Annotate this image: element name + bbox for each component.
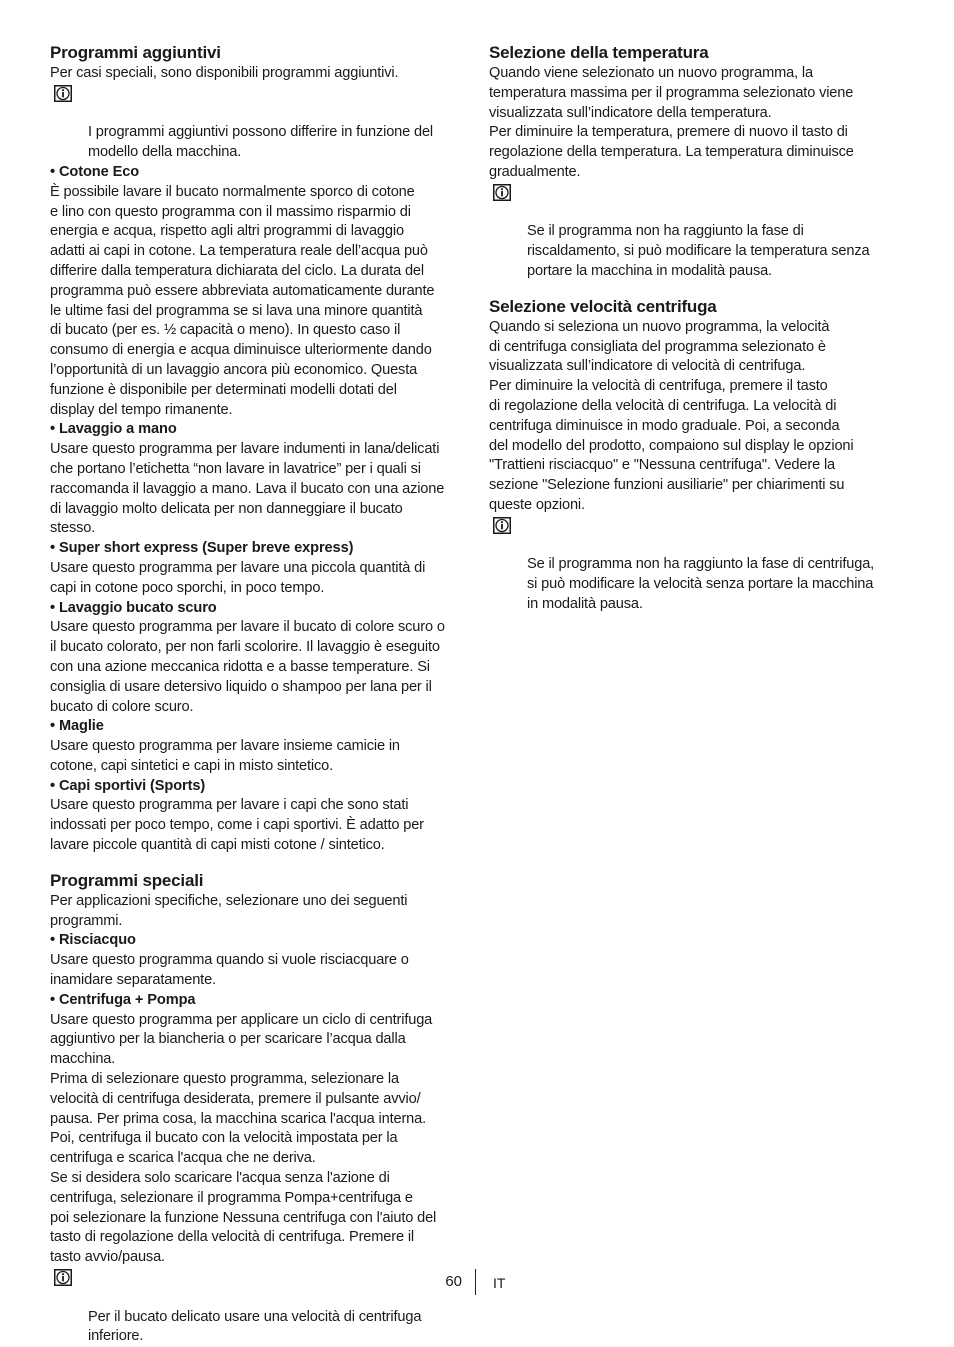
section-intro: Per applicazioni specifiche, selezionare uno dei seguenti programmi.	[50, 892, 408, 929]
info-icon	[54, 85, 72, 102]
info-icon	[493, 184, 511, 201]
program-title-super-short-express: • Super short express (Super breve express)	[50, 540, 354, 557]
program-text-super-short-express: Usare questo programma per lavare una piccola quantità di capi in cotone poco sporchi, in poco tempo.	[50, 559, 426, 596]
section-heading-selezione-temperatura: Selezione della temperatura	[489, 43, 709, 62]
section-text-centrifuga: Quando si seleziona un nuovo programma, la velocità di centrifuga consigliata del programma selezionato è visualizzata sull’indicatore di velocità di centrifuga. Per diminuire la velocità di centrifuga, premere il tasto di regolazione della velocità di centrifuga. La velocità di centrifuga diminuisce in modo graduale. Poi, a seconda del modello del prodotto, compaiono sul display le opzioni "Trattieni risciacquo" e "Nessuna centrifuga". Vedere la sezione "Selezione funzioni ausiliarie" per chiarimenti su queste opzioni.	[489, 318, 854, 513]
info-note-text: I programmi aggiuntivi possono differire in funzione del modello della macchina.	[88, 124, 434, 161]
program-text-risciacquo: Usare questo programma quando si vuole risciacquare o inamidare separatamente.	[50, 952, 409, 989]
right-column	[489, 42, 904, 615]
left-column	[50, 42, 470, 1347]
program-text-centrifuga-pompa: Usare questo programma per applicare un ciclo di centrifuga aggiuntivo per la biancheria o per scaricare l’acqua dalla macchina. Prima di selezionare questo programma, selezionare la velocità di centrifuga desiderata, premere il pulsante avvio/ pausa. Per prima cosa, la macchina scarica l'acqua interna. Poi, centrifuga il bucato con la velocità impostata per la centrifuga e scarica l'acqua che ne deriva. Se si desidera solo scaricare l'acqua senza l'azione di centrifuga, selezionare il programma Pompa+centrifuga e poi selezionare la funzione Nessuna centrifuga con l'aiuto del tasto di regolazione della velocità di centrifuga. Premere il tasto avvio/pausa.	[50, 1011, 437, 1266]
info-note-text: Se il programma non ha raggiunto la fase di centrifuga, si può modificare la velocità senza portare la macchina in modalità pausa.	[527, 556, 875, 612]
section-heading-programmi-aggiuntivi: Programmi aggiuntivi	[50, 43, 221, 62]
language-code: IT	[493, 1275, 506, 1291]
program-text-lavaggio-a-mano: Usare questo programma per lavare indumenti in lana/delicati che portano l’etichetta “non lavare in lavatrice” per i quali si raccomanda il lavaggio a mano. Lava il bucato con una azione di lavaggio molto delicata per non danneggiare il bucato stesso.	[50, 441, 445, 537]
section-intro: Per casi speciali, sono disponibili programmi aggiuntivi.	[50, 65, 399, 81]
section-heading-programmi-speciali: Programmi speciali	[50, 870, 204, 890]
program-text-maglie: Usare questo programma per lavare insieme camicie in cotone, capi sintetici e capi in misto sintetico.	[50, 738, 400, 774]
section-text-temperatura: Quando viene selezionato un nuovo programma, la temperatura massima per il programma selezionato viene visualizzata sull’indicatore della temperatura. Per diminuire la temperatura, premere di nuovo il tasto di regolazione della temperatura. La temperatura diminuisce gradualmente.	[489, 65, 854, 180]
info-note	[50, 84, 470, 163]
page-footer	[0, 1271, 954, 1295]
program-text-lavaggio-bucato-scuro: Usare questo programma per lavare il bucato di colore scuro o il bucato colorato, per non farli scolorire. Il lavaggio è eseguito con una azione meccanica ridotta e a basse temperature. Si consiglia di usare detersivo liquido o shampoo per lana per il bucato di colore scuro.	[50, 619, 445, 715]
program-text-cotone-eco: È possibile lavare il bucato normalmente sporco di cotone e lino con questo programma con il massimo risparmio di energia e acqua, rispetto agli altri programmi di lavaggio adatti ai capi in cotone. La temperatura reale dell’acqua può differire dalla temperatura dichiarata del ciclo. La durata del programma può essere abbreviata automaticamente durante le ultime fasi del programma se si lava una minore quantità di bucato (per es. ½ capacità o meno). In questo caso il consumo di energia e acqua diminuisce ulteriormente dando l’opportunità di un lavaggio ancora più economico. Questa funzione è disponibile per determinati modelli dotati del display del tempo rimanente.	[50, 183, 435, 418]
program-title-lavaggio-a-mano: • Lavaggio a mano	[50, 421, 177, 438]
program-title-capi-sportivi: • Capi sportivi (Sports)	[50, 777, 206, 794]
program-title-cotone-eco: • Cotone Eco	[50, 163, 140, 180]
page-number: 60	[445, 1273, 462, 1290]
program-title-risciacquo: • Risciacquo	[50, 932, 136, 949]
info-note	[489, 516, 904, 615]
info-icon	[493, 517, 511, 534]
info-note-text: Se il programma non ha raggiunto la fase di riscaldamento, si può modificare la temperatura senza portare la macchina in modalità pausa.	[527, 223, 870, 279]
section-heading-selezione-velocita-centrifuga: Selezione velocità centrifuga	[489, 296, 717, 316]
program-text-capi-sportivi: Usare questo programma per lavare i capi che sono stati indossati per poco tempo, come i capi sportivi. È adatto per lavare piccole quantità di capi misti cotone / sintetico.	[50, 797, 424, 854]
info-note-text: Per il bucato delicato usare una velocità di centrifuga inferiore.	[88, 1308, 422, 1345]
info-note	[489, 183, 904, 282]
footer-divider	[475, 1269, 476, 1295]
program-title-maglie: • Maglie	[50, 718, 104, 735]
program-title-lavaggio-bucato-scuro: • Lavaggio bucato scuro	[50, 599, 217, 616]
program-title-centrifuga-pompa: • Centrifuga + Pompa	[50, 991, 196, 1008]
